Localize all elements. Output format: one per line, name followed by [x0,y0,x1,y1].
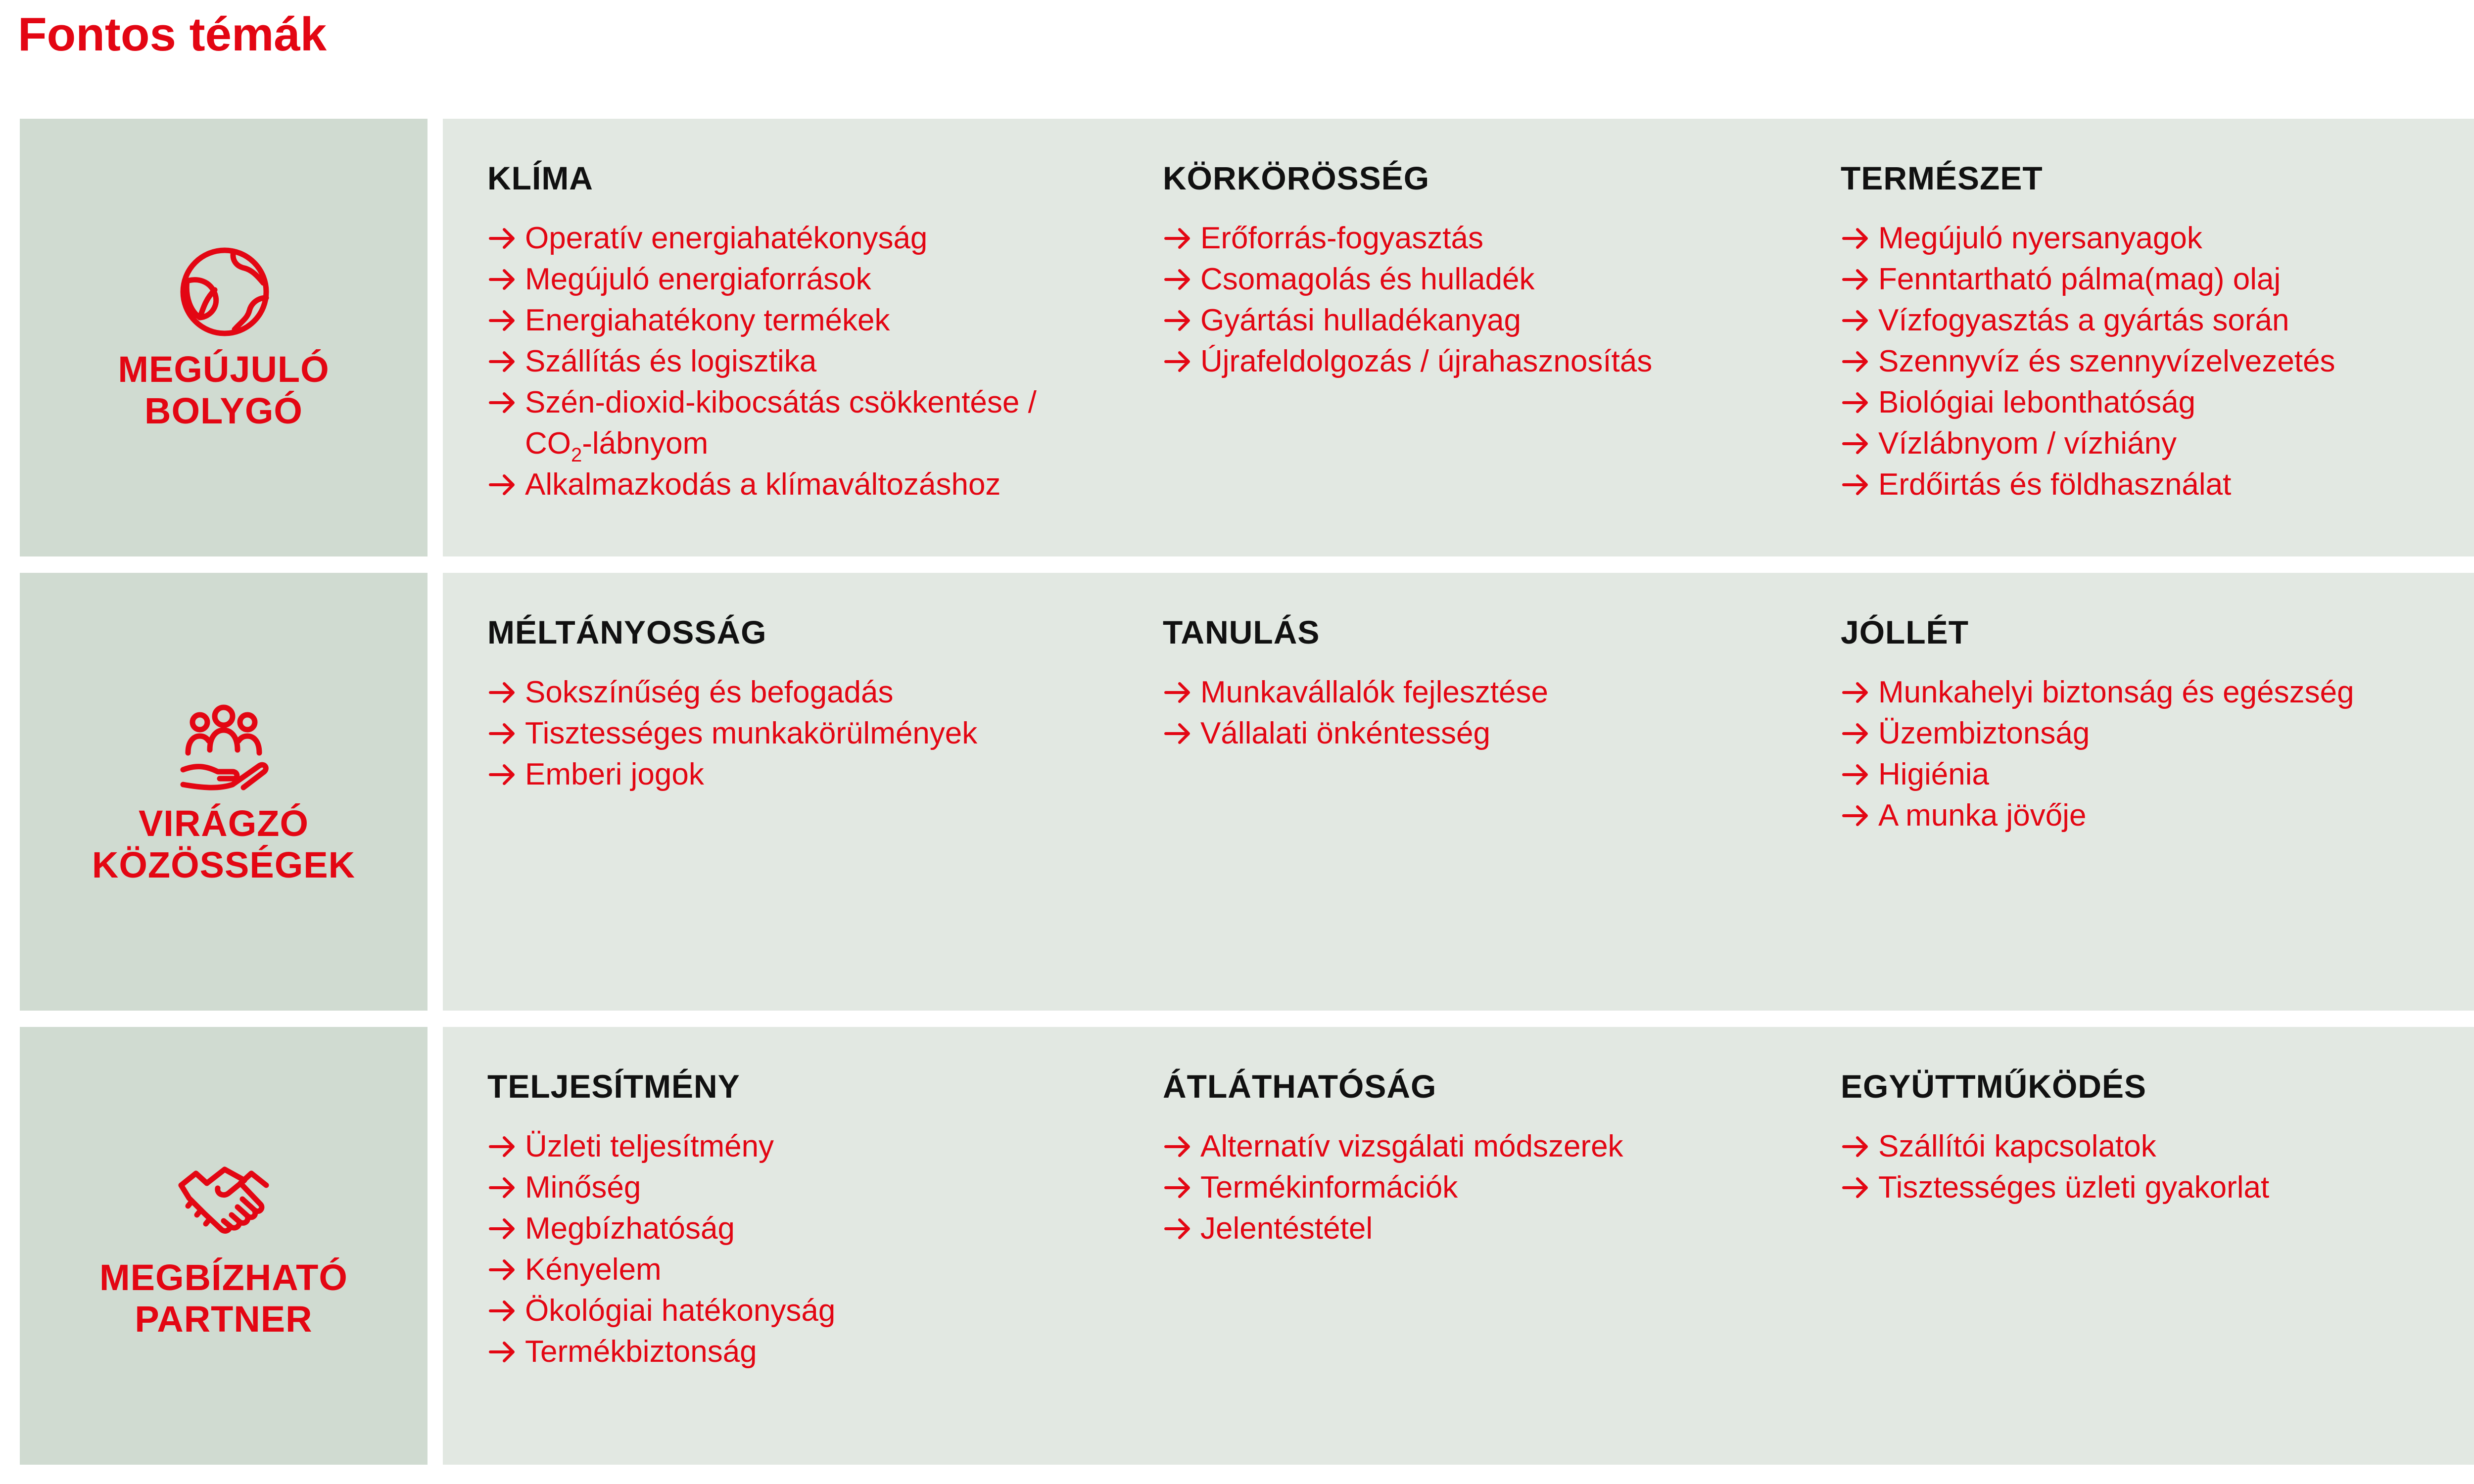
list-item: Operatív energiahatékonyság [487,218,1037,259]
list-item: Biológiai lebonthatóság [1841,382,2335,423]
arrow-right-icon [1841,218,1875,259]
list-item: Termékinformációk [1163,1167,1623,1208]
arrow-right-icon [1841,259,1875,300]
arrow-right-icon [1163,1126,1197,1167]
list-item: Üzleti teljesítmény [487,1126,835,1167]
arrow-right-icon [1163,713,1197,754]
pillar-row-megujulo-bolygo [20,119,2474,556]
arrow-right-icon [1163,341,1197,382]
pillar-content-panel [443,1027,2474,1465]
pillar-title-line2: PARTNER [135,1298,313,1340]
topic-heading: JÓLLÉT [1841,614,1969,650]
topic-list [487,672,977,795]
topic-list [1841,1126,2269,1208]
list-item: Termékbiztonság [487,1331,835,1372]
topic-heading: TELJESÍTMÉNY [487,1068,740,1105]
list-item: Megújuló energiaforrások [487,259,1037,300]
topic-korkorosseg [1163,158,1652,382]
list-item: Megbízhatóság [487,1208,835,1249]
list-item: Vállalati önkéntesség [1163,713,1548,754]
list-item: Energiahatékony termékek [487,300,1037,341]
pillar-row-megbizhato-partner [20,1027,2474,1465]
arrow-right-icon [1841,754,1875,795]
community-hand-icon [174,696,273,795]
list-item: Szállítói kapcsolatok [1841,1126,2269,1167]
topic-meltanyossag [487,612,977,795]
topic-tanulas [1163,612,1548,754]
list-item: A munka jövője [1841,795,2354,836]
topic-list [1841,218,2335,505]
pillar-content-panel [443,119,2474,556]
arrow-right-icon [487,754,522,795]
topic-heading: KÖRKÖRÖSSÉG [1163,160,1430,196]
arrow-right-icon [487,1126,522,1167]
list-item: Emberi jogok [487,754,977,795]
list-item: Higiénia [1841,754,2354,795]
topic-list [487,1126,835,1372]
arrow-right-icon [1841,382,1875,423]
arrow-right-icon [1841,672,1875,713]
list-item: Alkalmazkodás a klímaváltozáshoz [487,464,1037,505]
arrow-right-icon [1163,259,1197,300]
page-title: Fontos témák [18,8,327,61]
topic-heading: ÁTLÁTHATÓSÁG [1163,1068,1437,1105]
arrow-right-icon [487,1208,522,1249]
list-item: Tisztességes üzleti gyakorlat [1841,1167,2269,1208]
pillar-title [20,1257,428,1340]
pillar-title [20,803,428,886]
pillar-title-line1: MEGÚJULÓ [118,349,330,390]
list-item: Erőforrás-fogyasztás [1163,218,1652,259]
arrow-right-icon [487,341,522,382]
pillar-row-viragzo-kozossegek [20,573,2474,1011]
arrow-right-icon [487,1249,522,1290]
arrow-right-icon [1841,713,1875,754]
arrow-right-icon [1841,1126,1875,1167]
topic-atlathatosag [1163,1067,1623,1249]
arrow-right-icon [1163,1167,1197,1208]
arrow-right-icon [487,672,522,713]
topic-heading: MÉLTÁNYOSSÁG [487,614,767,650]
topic-heading: KLÍMA [487,160,593,196]
list-item: Ökológiai hatékonyság [487,1290,835,1331]
arrow-right-icon [1841,341,1875,382]
arrow-right-icon [1163,1208,1197,1249]
list-item: Újrafeldolgozás / újrahasznosítás [1163,341,1652,382]
arrow-right-icon [487,1167,522,1208]
list-item: Sokszínűség és befogadás [487,672,977,713]
topic-jollet [1841,612,2354,836]
arrow-right-icon [487,259,522,300]
arrow-right-icon [1841,423,1875,464]
list-item: Erdőirtás és földhasználat [1841,464,2335,505]
topic-teljesitmeny [487,1067,835,1372]
list-item: Szennyvíz és szennyvízelvezetés [1841,341,2335,382]
arrow-right-icon [487,1290,522,1331]
arrow-right-icon [487,1331,522,1372]
handshake-icon [174,1151,273,1250]
topic-heading: EGYÜTTMŰKÖDÉS [1841,1068,2147,1105]
pillar-title-line2: KÖZÖSSÉGEK [92,844,356,885]
arrow-right-icon [487,382,522,423]
topic-heading: TANULÁS [1163,614,1320,650]
arrow-right-icon [1841,464,1875,505]
pillar-label-panel [20,1027,428,1465]
topic-klima [487,158,1037,505]
topic-list [1163,1126,1623,1249]
arrow-right-icon [1841,795,1875,836]
topic-list [1841,672,2354,836]
topic-list [1163,672,1548,754]
list-item: Vízfogyasztás a gyártás során [1841,300,2335,341]
arrow-right-icon [1163,672,1197,713]
globe-leaf-icon [174,242,273,341]
arrow-right-icon [1163,218,1197,259]
arrow-right-icon [1841,1167,1875,1208]
list-item: Kényelem [487,1249,835,1290]
list-item: Gyártási hulladékanyag [1163,300,1652,341]
co2-text: $CO_2$-lábnyom [525,426,709,466]
arrow-right-icon [487,300,522,341]
list-item: Alternatív vizsgálati módszerek [1163,1126,1623,1167]
arrow-right-icon [1841,300,1875,341]
pillar-content-panel [443,573,2474,1011]
arrow-right-icon [487,464,522,505]
arrow-right-icon [487,218,522,259]
list-item: Szállítás és logisztika [487,341,1037,382]
list-item: Tisztességes munkakörülmények [487,713,977,754]
list-item: Munkavállalók fejlesztése [1163,672,1548,713]
list-item: Minőség [487,1167,835,1208]
list-item: Fenntartható pálma(mag) olaj [1841,259,2335,300]
topic-heading: TERMÉSZET [1841,160,2043,196]
topic-list [487,218,1037,505]
topic-list [1163,218,1652,382]
topic-egyuttmukodes [1841,1067,2269,1208]
topic-termeszet [1841,158,2335,505]
list-item: Üzembiztonság [1841,713,2354,754]
pillar-title-line1: MEGBÍZHATÓ [99,1257,348,1298]
list-item: Szén-dioxid-kibocsátás csökkentése / $CO_2$-lábnyom [487,382,1037,464]
arrow-right-icon [1163,300,1197,341]
arrow-right-icon [487,713,522,754]
list-item: Csomagolás és hulladék [1163,259,1652,300]
pillar-label-panel [20,573,428,1011]
list-item: Megújuló nyersanyagok [1841,218,2335,259]
pillar-title [20,349,428,432]
list-item: Vízlábnyom / vízhiány [1841,423,2335,464]
pillar-title-line2: BOLYGÓ [144,390,303,431]
list-item: Munkahelyi biztonság és egészség [1841,672,2354,713]
list-item: Jelentéstétel [1163,1208,1623,1249]
pillar-label-panel [20,119,428,556]
pillar-title-line1: VIRÁGZÓ [138,803,309,844]
